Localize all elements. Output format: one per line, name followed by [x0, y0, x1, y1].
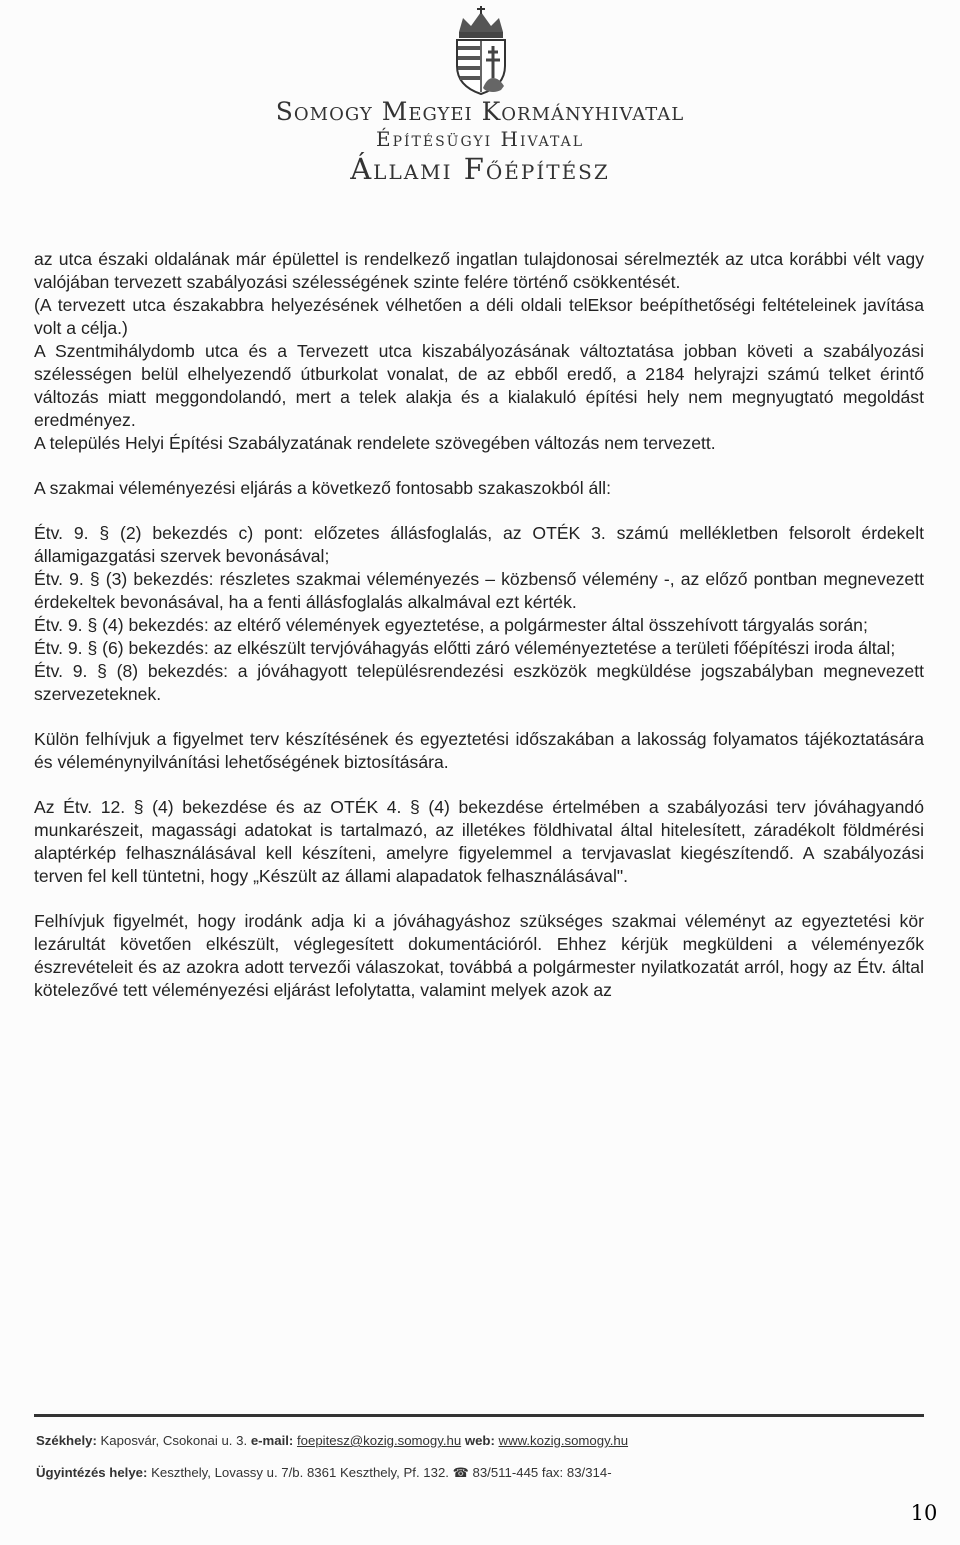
paragraph: Az Étv. 12. § (4) bekezdése és az OTÉK 4. § (4) bekezdése értelmében a szabályozási terv jóváhagyandó munkarészeit, magassági adatokat is tartalmazó, az illetékes földhivatal által hitelesített, záradékolt földmérési alaptérkép felhasználásával kell készíteni, amelyre figyelemmel a tervjavaslat kiegészítendő. A szabályozási terven fel kell tüntetni, hogy „Készült az állami alapadatok felhasználásával". — [34, 797, 924, 886]
paragraph: (A tervezett utca északabbra helyezésének vélhetően a déli oldali telEksor beépíthetőségi feltételeinek javítása volt a célja.) — [34, 295, 924, 338]
letterhead-department: Építésügyi Hivatal — [375, 127, 585, 151]
paragraph: az utca északi oldalának már épülettel is rendelkező ingatlan tulajdonosai sérelmezték az utca korábbi vélt vagy valójában tervezett szabályozási szélességének szinte felére történő csökkentését. — [34, 249, 924, 292]
phone-value: 83/511-445 — [472, 1465, 539, 1480]
list-item: Étv. 9. § (8) bekezdés: a jóváhagyott településrendezési eszközök megküldése jogszabályban megnevezett szervezeteknek. — [34, 661, 924, 704]
letterhead — [0, 98, 960, 186]
paragraph: A Szentmihálydomb utca és a Tervezett utca kiszabályozásának változtatása jobban követi a szabályozási szélességen belül elhelyezendő útburkolat vonalat, de az ebből eredő, a 2184 helyrajzi számú telket érintő változás miatt meggondolandó, mert a telek alakja és a kialakuló építési hely nem megnyugtató megoldást eredményez. — [34, 341, 924, 430]
web-link[interactable]: www.kozig.somogy.hu — [498, 1433, 629, 1448]
letterhead-office-name: Somogy Megyei Kormányhivatal — [275, 97, 685, 126]
list-item: Étv. 9. § (2) bekezdés c) pont: előzetes állásfoglalás, az OTÉK 3. számú mellékletben felsorolt érdekelt államigazgatási szervek bevonásával; — [34, 523, 924, 566]
office-value: Keszthely, Lovassy u. 7/b. 8361 Keszthely, Pf. 132. — [151, 1465, 449, 1480]
footer-divider — [34, 1414, 924, 1417]
page-number: 10 — [910, 1501, 938, 1525]
list-item: Étv. 9. § (6) bekezdés: az elkészült tervjóváhagyás előtti záró véleményeztetése a területi főépítészi iroda által; — [34, 638, 896, 658]
email-link[interactable]: foepitesz@kozig.somogy.hu — [297, 1433, 462, 1448]
footer-line-seat — [36, 1425, 926, 1457]
seat-value: Kaposvár, Csokonai u. 3. — [100, 1433, 248, 1448]
hungarian-coat-of-arms-icon — [445, 6, 517, 96]
fax-label: fax: — [541, 1465, 564, 1480]
paragraph: Külön felhívjuk a figyelmet terv készítésének és egyeztetési időszakában a lakosság folyamatos tájékoztatására és véleménynyilvánítási lehetőségének biztosítására. — [34, 729, 924, 772]
paragraph: A település Helyi Építési Szabályzatának rendelete szövegében változás nem tervezett. — [34, 433, 716, 453]
letter-body — [34, 248, 924, 1024]
fax-value: 83/314- — [566, 1465, 612, 1480]
seat-label: Székhely: — [36, 1433, 97, 1448]
office-label: Ügyintézés helye: — [36, 1465, 148, 1480]
paragraph: Felhívjuk figyelmét, hogy irodánk adja ki a jóváhagyáshoz szükséges szakmai véleményt az egyeztetési kör lezárultát követően elkészült, véglegesített dokumentációról. Ehhez kérjük megküldeni a véleményezők észrevételeit és az azokra adott tervezői válaszokat, továbbá a polgármester nyilatkozatát arról, hogy az Étv. által kötelezővé tett véleményezési eljárást lefolytatta, valamint melyek azok az — [34, 911, 924, 1000]
letterhead-title: Állami Főépítész — [350, 152, 610, 186]
list-item: Étv. 9. § (4) bekezdés: az eltérő vélemények egyeztetése, a polgármester által összehívott tárgyalás során; — [34, 615, 868, 635]
footer — [36, 1425, 926, 1489]
telephone-icon: ☎ — [452, 1465, 469, 1480]
footer-line-office — [36, 1457, 926, 1489]
list-item: Étv. 9. § (3) bekezdés: részletes szakmai véleményezés – közbenső vélemény -, az előző pontban megnevezett érdekeltek bevonásával, ha a fenti állásfoglalás alkalmával ezt kérték. — [34, 569, 924, 612]
paragraph: A szakmai véleményezési eljárás a következő fontosabb szakaszokból áll: — [34, 478, 611, 498]
email-label: e-mail: — [250, 1433, 294, 1448]
web-label: web: — [464, 1433, 495, 1448]
